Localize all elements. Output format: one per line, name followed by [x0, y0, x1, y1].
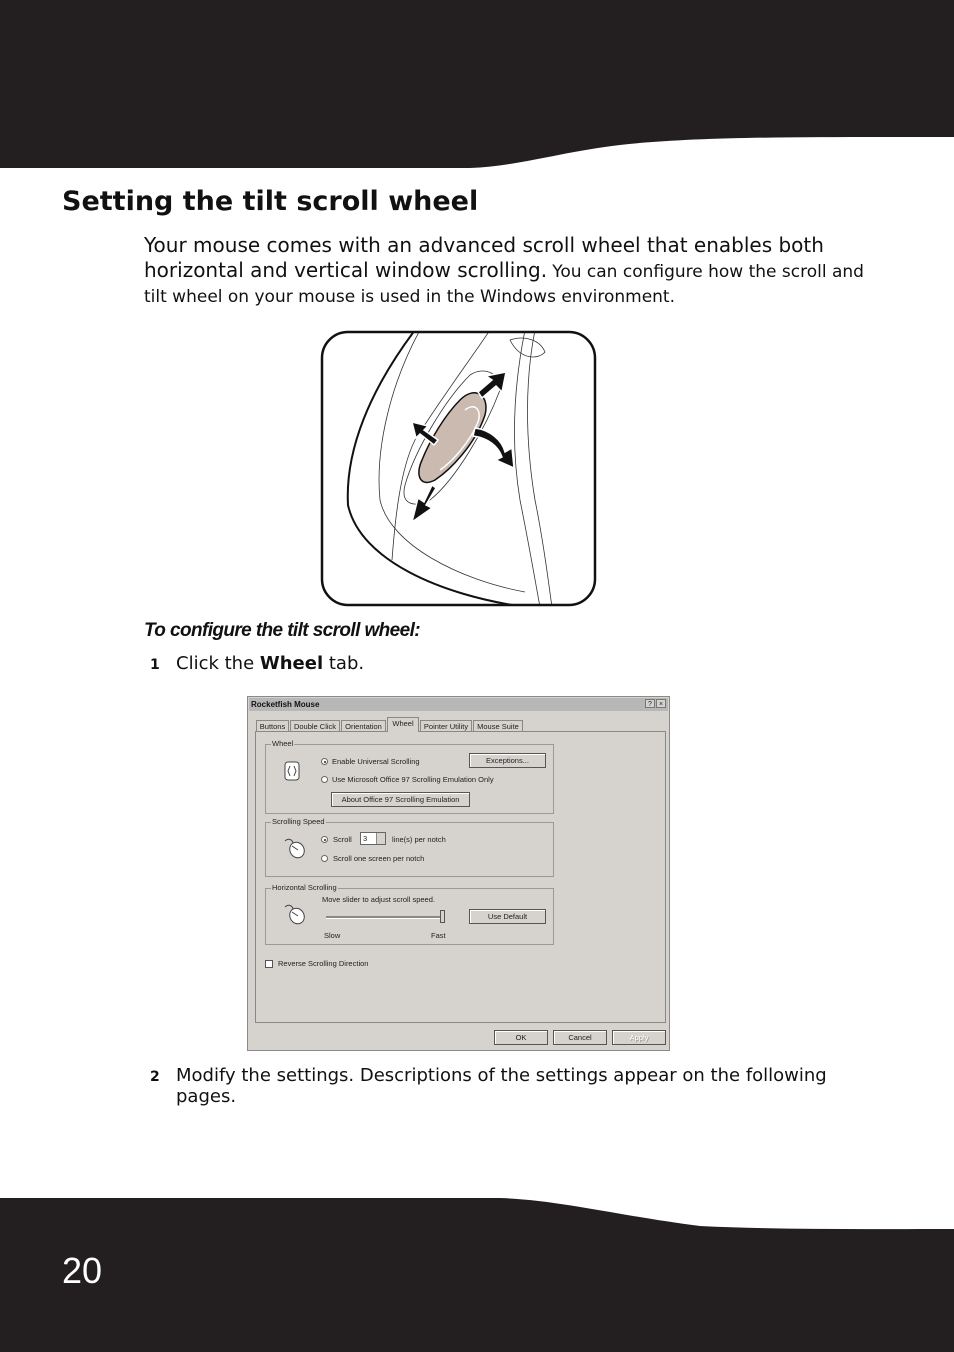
step-text [176, 653, 866, 674]
step-text: Modify the settings. Descriptions of the settings appear on the following pages. [176, 1065, 827, 1107]
lines-per-notch-label: line(s) per notch [392, 835, 446, 844]
scroll-label: Scroll [333, 835, 352, 844]
wheel-group [265, 739, 554, 814]
scroll-lines-stepper[interactable] [360, 832, 386, 845]
horizontal-scrolling-group [265, 883, 554, 945]
tilt-wheel-illustration [320, 330, 597, 607]
footer-band [0, 1196, 954, 1352]
scroll-speed-slider-thumb[interactable] [440, 910, 445, 923]
exceptions-button[interactable]: Exceptions... [469, 753, 546, 768]
tab-orientation[interactable]: Orientation [341, 720, 386, 731]
office97-label: Use Microsoft Office 97 Scrolling Emulation Only [332, 775, 494, 784]
tab-pointer-utility[interactable]: Pointer Utility [420, 720, 472, 731]
tab-wheel[interactable]: Wheel [387, 717, 419, 732]
scroll-lines-radio[interactable] [321, 836, 328, 843]
apply-button: Apply [612, 1030, 666, 1045]
scroll-speed-slider-track[interactable] [326, 916, 442, 919]
cancel-button[interactable]: Cancel [553, 1030, 607, 1045]
ok-button[interactable]: OK [494, 1030, 548, 1045]
step-number: 2 [150, 1069, 160, 1085]
scroll-lines-value: 3 [363, 834, 368, 843]
close-button[interactable]: × [656, 699, 666, 708]
stepper-arrows-icon[interactable] [376, 833, 385, 844]
procedure-heading: To configure the tilt scroll wheel: [144, 620, 420, 641]
slider-hint: Move slider to adjust scroll speed. [322, 895, 435, 904]
step-text-bold: Wheel [259, 653, 324, 674]
tab-mouse-suite[interactable]: Mouse Suite [473, 720, 523, 731]
use-default-button[interactable]: Use Default [469, 909, 546, 924]
wheel-icon [284, 761, 300, 781]
fast-label: Fast [431, 931, 446, 940]
page-number: 20 [62, 1250, 103, 1291]
step-text-pre: Click the [176, 653, 260, 674]
help-button[interactable]: ? [645, 699, 655, 708]
reverse-scrolling-checkbox[interactable] [265, 960, 273, 968]
reverse-scrolling-label: Reverse Scrolling Direction [278, 959, 369, 968]
mouse-icon [282, 837, 306, 859]
step-number: 1 [150, 657, 160, 673]
mouse-icon [282, 903, 306, 925]
enable-universal-label: Enable Universal Scrolling [332, 757, 420, 766]
scroll-screen-radio[interactable] [321, 855, 328, 862]
tab-buttons[interactable]: Buttons [256, 720, 289, 731]
page-title: Setting the tilt scroll wheel [62, 186, 479, 217]
header-band [0, 0, 954, 170]
horizontal-scrolling-legend: Horizontal Scrolling [272, 883, 337, 892]
slow-label: Slow [324, 931, 341, 940]
scroll-screen-label: Scroll one screen per notch [333, 854, 425, 863]
enable-universal-radio[interactable] [321, 758, 328, 765]
mouse-properties-dialog [247, 696, 670, 1051]
intro-rest: You can configure how the scroll and tilt wheel on your mouse is used in the Windows environment. [144, 262, 864, 307]
scrolling-speed-group [265, 817, 554, 877]
step-text-post: tab. [323, 653, 365, 674]
office97-radio[interactable] [321, 776, 328, 783]
scrolling-speed-legend: Scrolling Speed [272, 817, 325, 826]
dialog-title: Rocketfish Mouse [251, 700, 320, 709]
wheel-tab-panel [255, 731, 666, 1023]
intro-paragraph [144, 233, 864, 310]
intro-lead: Your mouse comes with an advanced scroll wheel that enables both horizontal and vertical window scrolling. [144, 233, 824, 282]
wheel-group-legend: Wheel [272, 739, 294, 748]
dialog-titlebar [249, 698, 668, 711]
tab-double-click[interactable]: Double Click [290, 720, 340, 731]
about-office97-button[interactable]: About Office 97 Scrolling Emulation [331, 792, 470, 807]
